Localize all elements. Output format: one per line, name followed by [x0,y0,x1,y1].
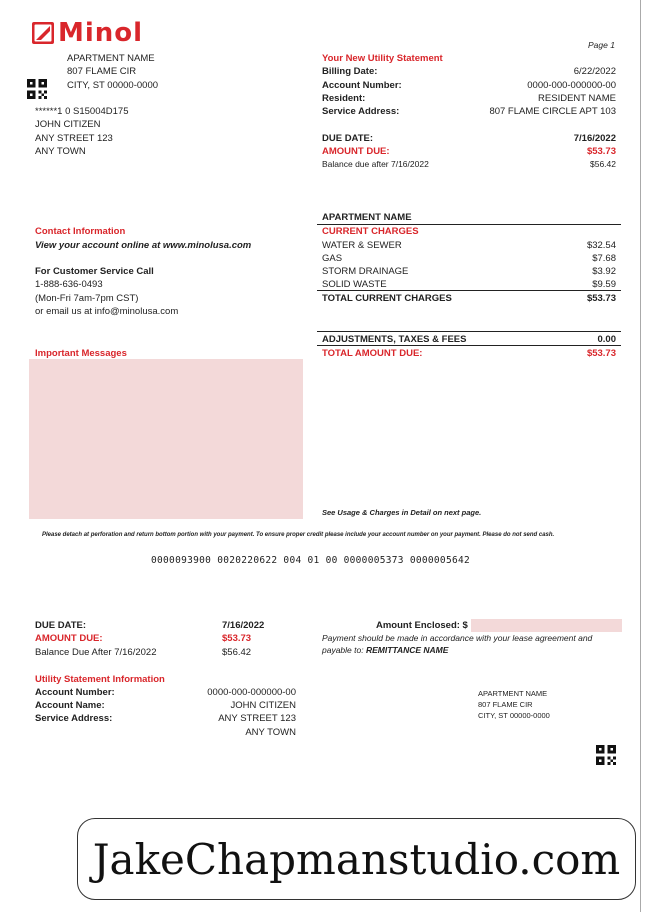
remit-to-city: CITY, ST 00000-0000 [478,711,550,720]
mail-town: ANY TOWN [35,146,86,157]
billing-date-value: 6/22/2022 [573,66,616,77]
due-date-label: DUE DATE: [322,133,374,144]
remit-account-name-label: Account Name: [35,700,105,711]
charge-label: WATER & SEWER [322,240,402,251]
charge-amount: $7.68 [592,253,616,264]
payment-note-2 [322,645,448,655]
messages-heading: Important Messages [35,348,127,359]
payment-note-2-text: payable to: [322,645,366,655]
amount-due-row [322,146,616,157]
service-address-value: 807 FLAME CIRCLE APT 103 [489,106,616,117]
remit-account-name-value: JOHN CITIZEN [230,700,296,711]
statement-heading: Your New Utility Statement [322,53,443,64]
account-number-label: Account Number: [322,80,402,91]
balance-after-row [322,159,616,169]
billing-date-label: Billing Date: [322,66,378,77]
page-number: Page 1 [588,40,615,50]
charge-amount: $9.59 [592,279,616,290]
adjustments-value: 0.00 [597,334,616,345]
total-current-value: $53.73 [586,293,616,304]
messages-box [29,359,303,519]
remit-account-number-value: 0000-000-000000-00 [207,687,296,698]
adjustments-label: ADJUSTMENTS, TAXES & FEES [322,334,467,345]
current-charges-heading: CURRENT CHARGES [322,226,419,237]
adjustments-bottom-rule [317,345,621,346]
mail-apartment-name: APARTMENT NAME [67,53,155,64]
page-edge [640,0,641,912]
minol-logo [32,20,143,46]
charges-apartment: APARTMENT NAME [322,212,412,223]
amount-due-label: AMOUNT DUE: [322,146,390,157]
remit-balance-after-label: Balance Due After 7/16/2022 [35,647,157,658]
watermark-text: JakeChapmanstudio.com [92,834,621,884]
charge-amount: $3.92 [592,266,616,277]
mail-resident: JOHN CITIZEN [35,119,101,130]
scan-line: 0000093900 0020220622 004 01 00 0000005373 0000005642 [151,555,471,566]
account-number-value: 0000-000-000000-00 [527,80,616,91]
remit-balance-after-value: $56.42 [222,647,252,658]
mail-street: 807 FLAME CIR [67,66,137,77]
resident-row [322,93,616,104]
detach-note: Please detach at perforation and return bottom portion with your payment. To ensure proper credit please include your account number on your payment. Please do not send cash. [42,532,555,538]
charge-row [322,240,616,251]
charge-label: SOLID WASTE [322,279,387,290]
amount-due-value: $53.73 [586,146,616,157]
qr-code-icon [596,745,616,765]
total-current-row [322,293,616,304]
balance-after-value: $56.42 [590,159,616,169]
remit-amount-due-label: AMOUNT DUE: [35,633,103,644]
mail-barcode-line: ******1 0 S15004D175 [35,106,129,117]
remit-to-street: 807 FLAME CIR [478,700,533,709]
remit-service-address-label: Service Address: [35,713,113,724]
total-current-rule [317,290,621,291]
due-date-row [322,133,616,144]
remit-to-apartment: APARTMENT NAME [478,689,548,698]
charge-amount: $32.54 [586,240,616,251]
mail-street2: ANY STREET 123 [35,133,113,144]
watermark-banner [77,818,636,900]
utility-info-heading: Utility Statement Information [35,674,165,685]
payment-note-1: Payment should be made in accordance with your lease agreement and [322,633,593,643]
billing-date-row [322,66,616,77]
charge-row [322,279,616,290]
service-address-label: Service Address: [322,106,400,117]
see-usage-note: See Usage & Charges in Detail on next page. [322,508,482,517]
contact-phone[interactable]: 1-888-636-0493 [35,279,103,290]
qr-code-icon [27,79,47,99]
mail-city: CITY, ST 00000-0000 [67,80,159,91]
amount-enclosed-label: Amount Enclosed: $ [376,620,468,631]
total-due-label: TOTAL AMOUNT DUE: [322,348,423,359]
logo-text: Minol [58,18,144,48]
contact-email[interactable]: or email us at info@minolusa.com [35,306,179,317]
contact-hours: (Mon-Fri 7am-7pm CST) [35,293,139,304]
resident-label: Resident: [322,93,366,104]
total-due-row [322,348,616,359]
charge-label: GAS [322,253,343,264]
adjustments-top-rule [317,331,621,332]
logo-mark-icon [32,22,54,44]
charge-row [322,253,616,264]
charges-top-rule [317,224,621,225]
contact-online[interactable]: View your account online at www.minolusa.com [35,240,252,251]
remit-amount-due-value: $53.73 [222,633,252,644]
remit-service-address-2: ANY TOWN [245,727,296,738]
payable-to: REMITTANCE NAME [365,645,449,655]
balance-after-label: Balance due after 7/16/2022 [322,159,429,169]
charge-row [322,266,616,277]
charge-label: STORM DRAINAGE [322,266,409,277]
service-address-row [322,106,616,117]
total-current-label: TOTAL CURRENT CHARGES [322,293,452,304]
account-number-row [322,80,616,91]
due-date-value: 7/16/2022 [573,133,616,144]
remit-due-date-value: 7/16/2022 [222,620,265,631]
total-due-value: $53.73 [586,348,616,359]
adjustments-row [322,334,616,345]
remit-service-address-1: ANY STREET 123 [218,713,296,724]
contact-heading: Contact Information [35,226,126,237]
resident-value: RESIDENT NAME [538,93,616,104]
remit-due-date-label: DUE DATE: [35,620,87,631]
remit-account-number-label: Account Number: [35,687,115,698]
contact-service-call: For Customer Service Call [35,266,154,277]
amount-enclosed-field[interactable] [471,619,622,632]
